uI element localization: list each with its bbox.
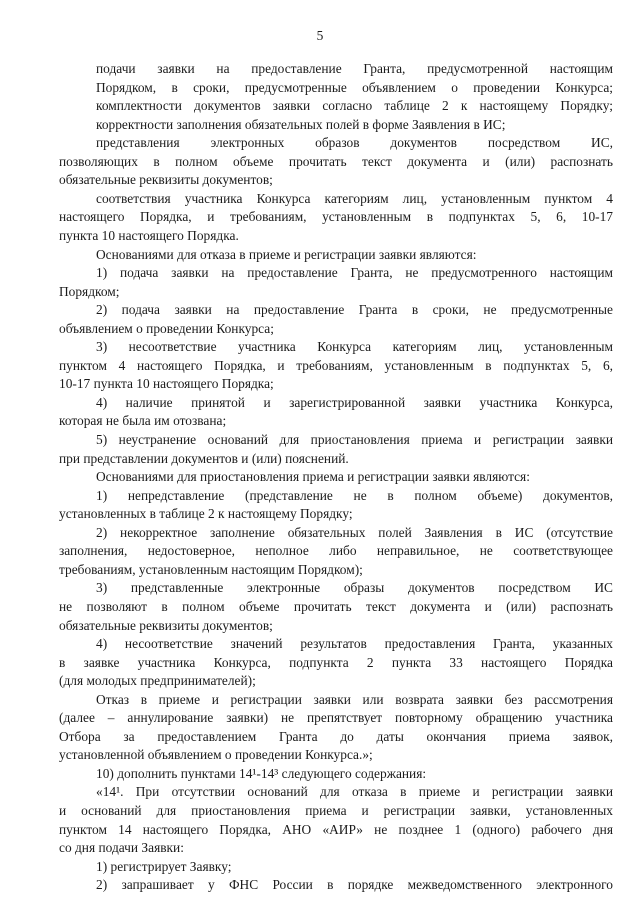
text-line: которая не была им отозвана; — [59, 413, 227, 429]
text-line: заполнения, недостоверное, неполное либо неправильное, не соответствующее — [59, 543, 613, 559]
text-line: 3) представленные электронные образы документов посредством ИС — [96, 580, 613, 596]
text-line: 2) запрашивает у ФНС России в порядке межведомственного электронного — [96, 877, 613, 893]
text-line: соответствия участника Конкурса категориям лиц, установленным пунктом 4 — [96, 190, 613, 206]
text-line: Отбора за предоставлением Гранта до даты окончания приема заявок, — [59, 728, 613, 744]
text-line: при представлении документов и (или) пояснений. — [59, 450, 349, 466]
text-line: 1) регистрирует Заявку; — [96, 858, 232, 874]
text-line: настоящего Порядка, и требованиям, установленным в подпунктах 5, 6, 10-17 — [59, 209, 613, 225]
text-line: «14¹. При отсутствии оснований для отказа в приеме и регистрации заявки — [96, 784, 613, 800]
text-line: объявлением о проведении Конкурса; — [59, 320, 274, 336]
text-line: и оснований для приостановления приема и регистрации заявки, установленных — [59, 803, 613, 818]
text-line: со дня подачи Заявки: — [59, 840, 184, 856]
text-line: пунктом 14 настоящего Порядка, АНО «АИР» не позднее 1 (одного) рабочего дня — [59, 821, 613, 837]
text-line: 4) наличие принятой и зарегистрированной заявки участника Конкурса, — [96, 394, 613, 410]
text-line: 1) подача заявки на предоставление Гранта, не предусмотренного настоящим — [96, 265, 613, 281]
text-line: обязательные реквизиты документов; — [59, 617, 273, 633]
text-line: Порядком, в сроки, предусмотренные объявлением о проведении Конкурса; — [96, 79, 613, 95]
text-line: установленной объявлением о проведении Конкурса.»; — [59, 747, 373, 763]
text-line: 2) некорректное заполнение обязательных полей Заявления в ИС (отсутствие — [96, 524, 613, 540]
text-line: Порядком; — [59, 283, 120, 299]
text-line: позволяющих в полном объеме прочитать текст документа и (или) распознать — [59, 153, 613, 169]
text-line: установленных в таблице 2 к настоящему Порядку; — [59, 506, 353, 522]
text-line: (для молодых предпринимателей); — [59, 673, 256, 689]
text-line: не позволяют в полном объеме прочитать текст документа и (или) распознать — [59, 598, 613, 614]
text-line: 4) несоответствие значений результатов предоставления Гранта, указанных — [96, 636, 613, 652]
text-line: 10-17 пункта 10 настоящего Порядка; — [59, 376, 274, 392]
text-line: представления электронных образов документов посредством ИС, — [96, 135, 613, 151]
text-line: обязательные реквизиты документов; — [59, 172, 273, 188]
text-line: (далее – аннулирование заявки) не препятствует повторному обращению участника — [59, 710, 613, 726]
text-line: пункта 10 настоящего Порядка. — [59, 227, 239, 243]
text-line: подачи заявки на предоставление Гранта, предусмотренной настоящим — [96, 61, 613, 76]
text-line: требованиям, установленным настоящим Порядком); — [59, 561, 363, 577]
text-line: Отказ в приеме и регистрации заявки или возврата заявки без рассмотрения — [96, 691, 613, 707]
text-line: в заявке участника Конкурса, подпункта 2 пункта 33 настоящего Порядка — [59, 654, 613, 670]
text-line: Основаниями для приостановления приема и регистрации заявки являются: — [96, 469, 530, 485]
text-line: 3) несоответствие участника Конкурса категориям лиц, установленным — [96, 339, 613, 355]
text-line: пунктом 4 настоящего Порядка, и требованиям, установленным в подпунктах 5, 6, — [59, 357, 613, 373]
page-number: 5 — [316, 28, 324, 43]
text-line: 2) подача заявки на предоставление Гранта в сроки, не предусмотренные — [96, 302, 613, 318]
text-line: корректности заполнения обязательных полей в форме Заявления в ИС; — [96, 116, 506, 132]
text-line: Основаниями для отказа в приеме и регистрации заявки являются: — [96, 246, 477, 262]
text-line: 10) дополнить пунктами 14¹-14³ следующего содержания: — [96, 765, 427, 781]
text-line: 1) непредставление (представление не в полном объеме) документов, — [96, 487, 613, 503]
text-line: 5) неустранение оснований для приостановления приема и регистрации заявки — [96, 432, 613, 447]
text-line: комплектности документов заявки согласно таблице 2 к настоящему Порядку; — [96, 98, 613, 114]
